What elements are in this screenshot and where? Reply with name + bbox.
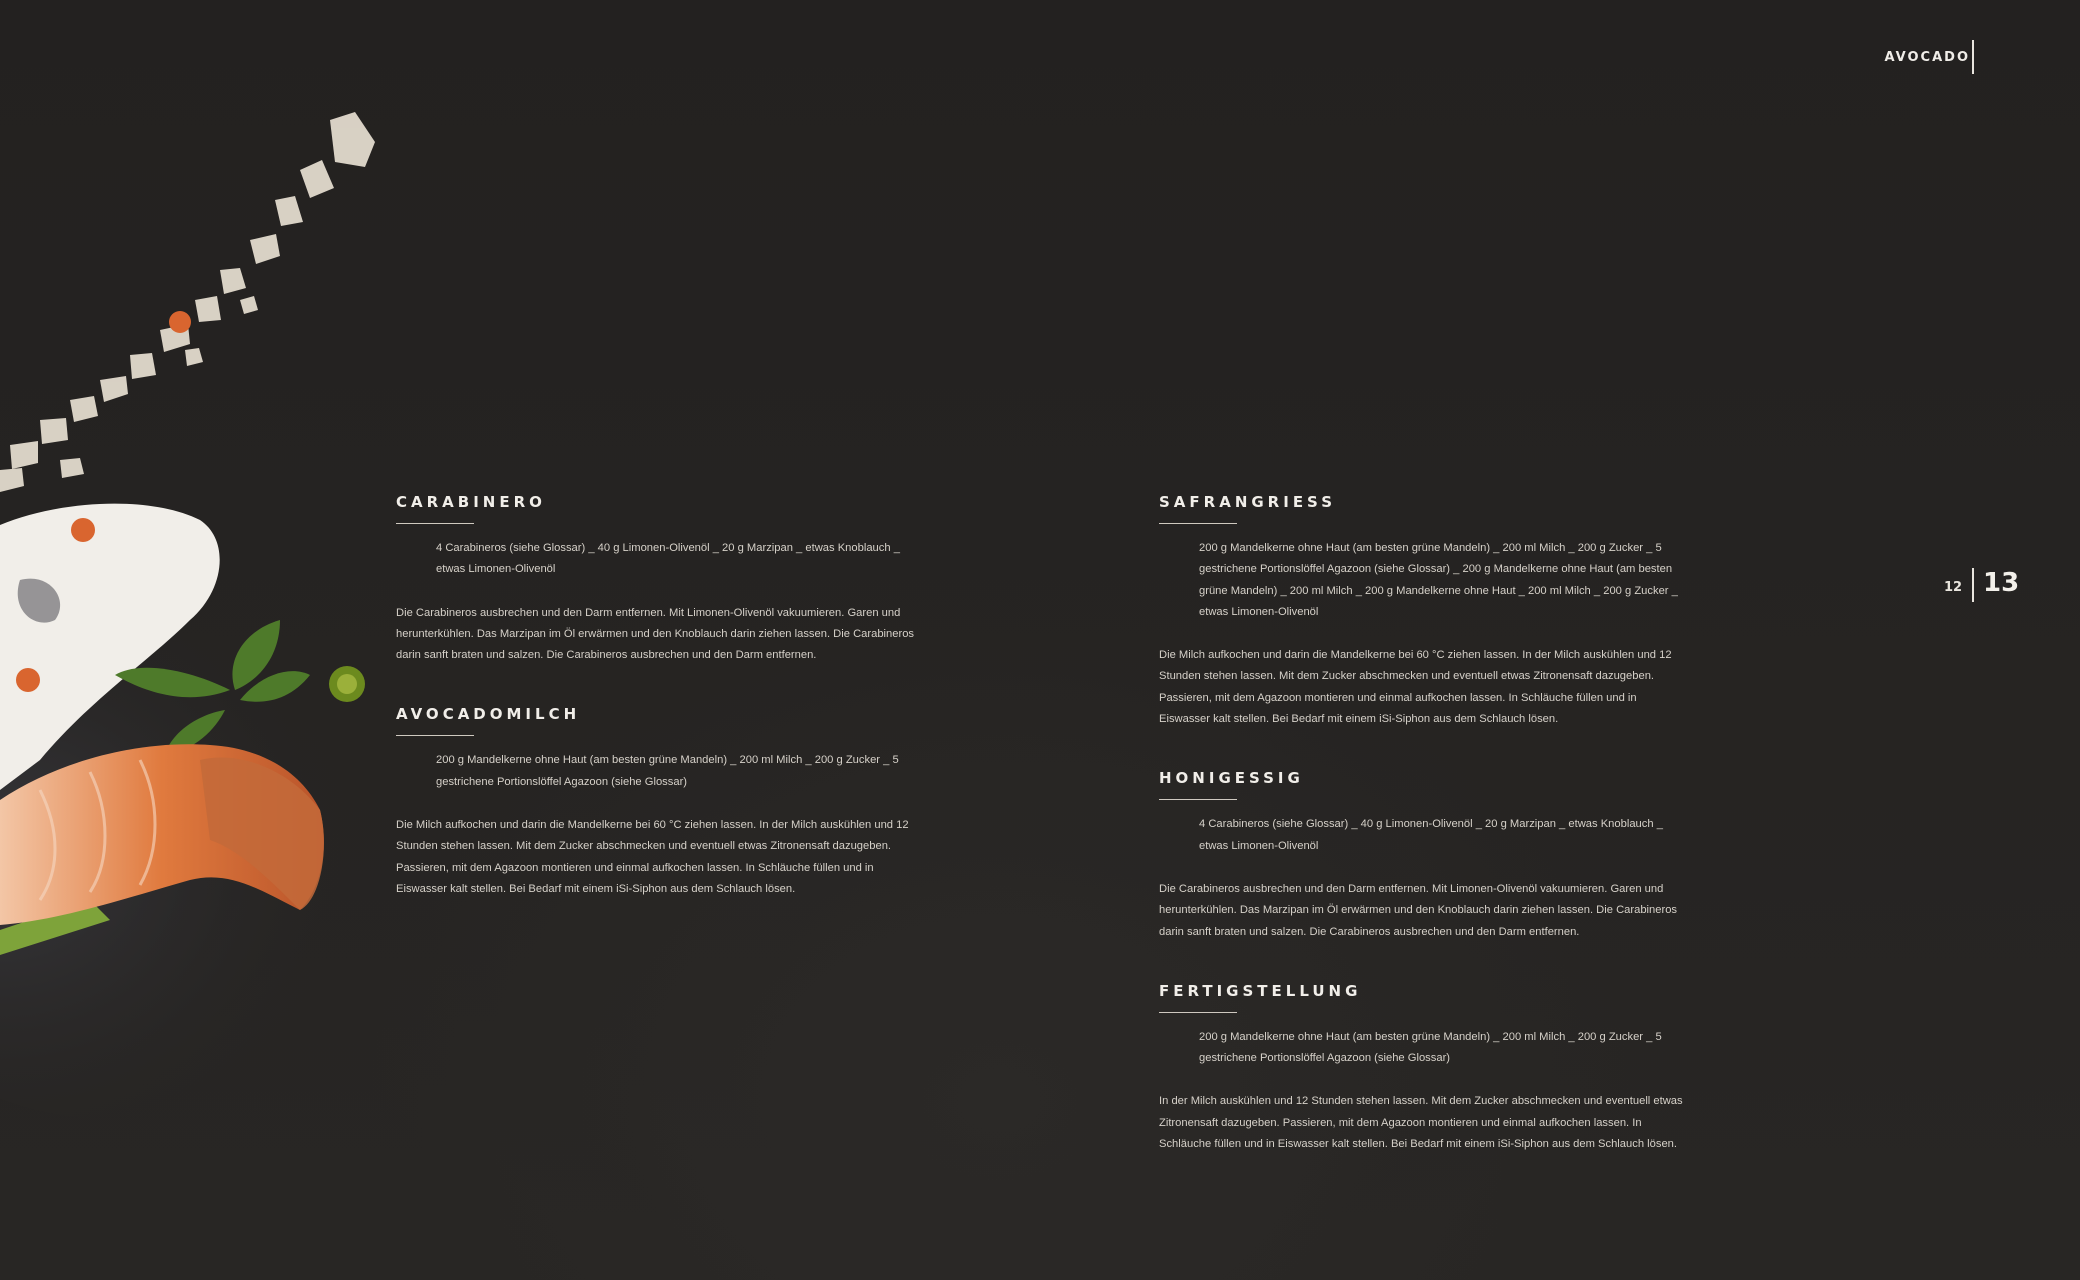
recipe-ingredients: 200 g Mandelkerne ohne Haut (am besten grüne Mandeln) _ 200 ml Milch _ 200 g Zucker _ 5 gestrichene Portionslöffel Agazoon (siehe Glossar) bbox=[1199, 1030, 1662, 1065]
recipe-ingredients: 200 g Mandelkerne ohne Haut (am besten grüne Mandeln) _ 200 ml Milch _ 200 g Zucker _ 5 gestrichene Portionslöffel Agazoon (siehe Glossar) _ 200 g Mandelkerne ohne Haut (am besten grüne Mandeln) _ 200 ml Milch _ 200 g Mandelkerne ohne Haut _ 200 ml Milch _ 200 g Zucker _ etwas Limonen-Olivenöl bbox=[1199, 542, 1678, 618]
recipe-title: SAFRANGRIESS bbox=[1159, 493, 1336, 511]
title-rule bbox=[396, 735, 474, 736]
folio-rule bbox=[1972, 568, 1974, 602]
title-rule bbox=[1159, 523, 1237, 524]
recipe-title: AVOCADOMILCH bbox=[396, 705, 581, 724]
recipe-method: Die Milch aufkochen und darin die Mandelkerne bei 60 °C ziehen lassen. In der Milch auskühlen und 12 Stunden stehen lassen. Mit dem Zucker abschmecken und eventuell etwas Zitronensaft dazugeben. Passieren, mit dem Agazoon montieren und einmal aufkochen lassen. In Schläuche füllen und in Eiswasser kalt stellen. Bei Bedarf mit einem iSi-Siphon aus dem Schlauch lösen. bbox=[396, 819, 909, 895]
recipe-carabinero bbox=[396, 490, 936, 666]
running-head: AVOCADO bbox=[1884, 50, 1970, 65]
recipe-fertigstellung bbox=[1159, 979, 1699, 1155]
recipe-method: In der Milch auskühlen und 12 Stunden stehen lassen. Mit dem Zucker abschmecken und eventuell etwas Zitronensaft dazugeben. Passieren, mit dem Agazoon montieren und einmal aufkochen lassen. In Schläuche füllen und in Eiswasser kalt stellen. Bei Bedarf mit einem iSi-Siphon aus dem Schlauch lösen. bbox=[1159, 1095, 1683, 1151]
recipe-safrangriess bbox=[1159, 490, 1699, 730]
dish-photo bbox=[0, 0, 420, 1280]
title-rule bbox=[396, 523, 474, 524]
recipe-title: FERTIGSTELLUNG bbox=[1159, 981, 1362, 1000]
recipe-method: Die Milch aufkochen und darin die Mandelkerne bei 60 °C ziehen lassen. In der Milch auskühlen und 12 Stunden stehen lassen. Mit dem Zucker abschmecken und eventuell etwas Zitronensaft dazugeben. Passieren, mit dem Agazoon montieren und einmal aufkochen lassen. In Schläuche füllen und in Eiswasser kalt stellen. Bei Bedarf mit einem iSi-Siphon aus dem Schlauch lösen. bbox=[1159, 649, 1672, 726]
title-rule bbox=[1159, 1012, 1237, 1013]
title-rule bbox=[1159, 799, 1237, 800]
recipe-method: Die Carabineros ausbrechen und den Darm entfernen. Mit Limonen-Olivenöl vakuumieren. Garen und herunterkühlen. Das Marzipan im Öl erwärmen und den Knoblauch darin ziehen lassen. Die Carabineros darin sanft braten und salzen. Die Carabineros ausbrechen und den Darm entfernen. bbox=[1159, 882, 1678, 938]
running-head-rule bbox=[1972, 40, 1974, 74]
dish-illustration bbox=[0, 0, 420, 1280]
recipe-method: Die Carabineros ausbrechen und den Darm entfernen. Mit Limonen-Olivenöl vakuumieren. Garen und herunterkühlen. Das Marzipan im Öl erwärmen und den Knoblauch darin ziehen lassen. Die Carabineros darin sanft braten und salzen. Die Carabineros ausbrechen und den Darm entfernen. bbox=[396, 606, 915, 662]
recipe-honigessig bbox=[1159, 766, 1699, 942]
recipe-title: CARABINERO bbox=[396, 493, 546, 511]
right-column bbox=[1159, 490, 1699, 1191]
recipe-ingredients: 4 Carabineros (siehe Glossar) _ 40 g Limonen-Olivenöl _ 20 g Marzipan _ etwas Knoblauch _ etwas Limonen-Olivenöl bbox=[1199, 818, 1663, 852]
recipe-ingredients: 4 Carabineros (siehe Glossar) _ 40 g Limonen-Olivenöl _ 20 g Marzipan _ etwas Knoblauch _ etwas Limonen-Olivenöl bbox=[436, 542, 900, 576]
recipe-ingredients: 200 g Mandelkerne ohne Haut (am besten grüne Mandeln) _ 200 ml Milch _ 200 g Zucker _ 5 gestrichene Portionslöffel Agazoon (siehe Glossar) bbox=[436, 754, 899, 788]
recipe-avocadomilch bbox=[396, 702, 936, 900]
folio-left: 12 bbox=[1944, 580, 1963, 595]
recipe-title: HONIGESSIG bbox=[1159, 769, 1304, 788]
folio-right: 13 bbox=[1983, 568, 2020, 598]
left-column bbox=[396, 490, 936, 936]
